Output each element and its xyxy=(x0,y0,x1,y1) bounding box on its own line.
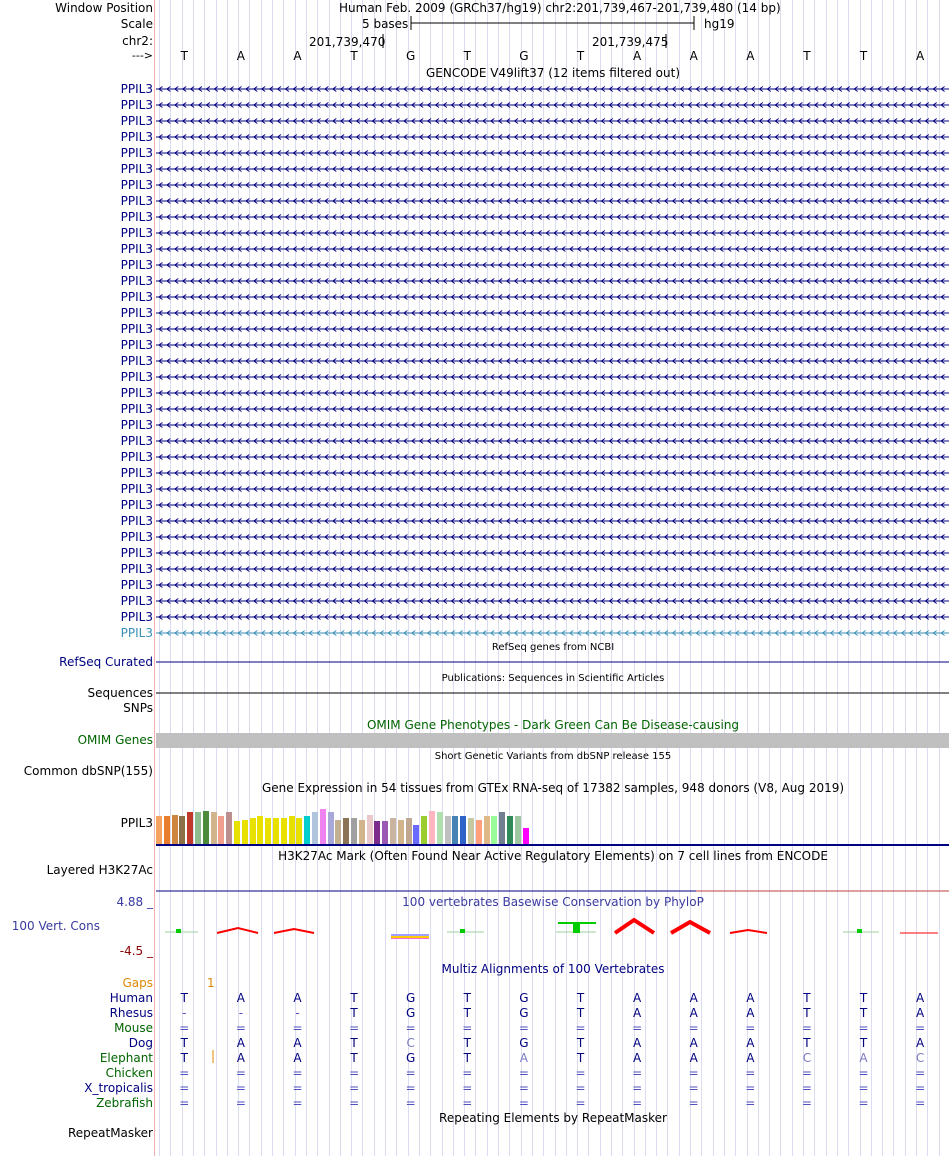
multiz-base: = xyxy=(688,1066,699,1080)
multiz-base: C xyxy=(915,1051,925,1065)
gencode-transcript-label[interactable]: PPIL3 xyxy=(120,258,153,272)
multiz-base: = xyxy=(688,1081,699,1095)
multiz-base: = xyxy=(179,1096,190,1110)
sequences-track-label[interactable]: Sequences xyxy=(87,686,153,700)
multiz-base: A xyxy=(746,1051,755,1065)
multiz-base: = xyxy=(292,1081,303,1095)
multiz-base: A xyxy=(915,991,925,1005)
multiz-base: A xyxy=(689,1006,698,1020)
multiz-base: T xyxy=(859,991,868,1005)
multiz-base: = xyxy=(801,1021,812,1035)
multiz-base: = xyxy=(518,1081,529,1095)
multiz-base: T xyxy=(576,1006,585,1020)
multiz-base: T xyxy=(463,1006,471,1020)
multiz-base: = xyxy=(349,1096,360,1110)
multiz-base: A xyxy=(859,1051,868,1065)
repeatmasker-track-title: Repeating Elements by RepeatMasker xyxy=(439,1111,667,1125)
gencode-transcript-label[interactable]: PPIL3 xyxy=(120,194,153,208)
multiz-base: = xyxy=(518,1066,529,1080)
multiz-base: = xyxy=(632,1066,643,1080)
chrom-label: chr2: xyxy=(122,34,153,48)
multiz-base: - xyxy=(295,1006,300,1020)
multiz-base: = xyxy=(745,1021,756,1035)
coord-tick-1: 201,739,470 xyxy=(309,35,386,49)
sequence-base: T xyxy=(180,49,188,63)
multiz-base: = xyxy=(462,1081,473,1095)
multiz-base: T xyxy=(463,1036,471,1050)
gencode-transcript-label[interactable]: PPIL3 xyxy=(120,274,153,288)
multiz-base: = xyxy=(858,1021,869,1035)
sequence-base: T xyxy=(463,49,471,63)
gencode-transcript-label[interactable]: PPIL3 xyxy=(120,402,153,416)
multiz-base: = xyxy=(235,1096,246,1110)
sequence-base: T xyxy=(576,49,585,63)
multiz-species-label[interactable]: X_tropicalis xyxy=(84,1081,153,1095)
gencode-transcript-label[interactable]: PPIL3 xyxy=(120,338,153,352)
multiz-base: A xyxy=(746,1006,755,1020)
multiz-base: = xyxy=(235,1021,246,1035)
multiz-base: C xyxy=(406,1036,415,1050)
gencode-transcript-label[interactable]: PPIL3 xyxy=(120,322,153,336)
gencode-transcript-label[interactable]: PPIL3 xyxy=(120,354,153,368)
multiz-species-label[interactable]: Human xyxy=(109,991,153,1005)
snps-track-label[interactable]: SNPs xyxy=(123,701,153,715)
sequence-base: T xyxy=(803,49,811,63)
multiz-base: T xyxy=(350,1036,358,1050)
gencode-transcript-label[interactable]: PPIL3 xyxy=(120,594,153,608)
multiz-base: A xyxy=(236,1036,245,1050)
multiz-base: T xyxy=(180,1036,188,1050)
repeatmasker-track-label[interactable]: RepeatMasker xyxy=(67,1126,153,1140)
gencode-transcript-label[interactable]: PPIL3 xyxy=(120,482,153,496)
gencode-transcript-label[interactable]: PPIL3 xyxy=(120,178,153,192)
multiz-base: A xyxy=(689,1051,698,1065)
multiz-base: T xyxy=(350,1051,358,1065)
multiz-base: T xyxy=(463,991,471,1005)
multiz-base: A xyxy=(293,991,302,1005)
multiz-base: = xyxy=(405,1066,416,1080)
multiz-base: = xyxy=(632,1081,643,1095)
multiz-base: T xyxy=(803,1036,811,1050)
multiz-base: G xyxy=(519,1006,529,1020)
multiz-base: A xyxy=(236,991,245,1005)
multiz-base: = xyxy=(575,1081,586,1095)
multiz-base: = xyxy=(292,1066,303,1080)
multiz-base: = xyxy=(235,1081,246,1095)
sequence-base: A xyxy=(915,49,925,63)
gencode-transcript-label[interactable]: PPIL3 xyxy=(120,418,153,432)
multiz-base: G xyxy=(406,1006,416,1020)
gencode-transcript-label[interactable]: PPIL3 xyxy=(120,562,153,576)
publications-track-title: Publications: Sequences in Scientific Articles xyxy=(441,673,665,684)
gencode-transcript-label[interactable]: PPIL3 xyxy=(120,130,153,144)
sequence-base: A xyxy=(632,49,642,63)
gencode-transcript-label[interactable]: PPIL3 xyxy=(120,146,153,160)
multiz-base: = xyxy=(518,1096,529,1110)
multiz-base: = xyxy=(915,1096,926,1110)
multiz-base: A xyxy=(519,1051,528,1065)
multiz-base: A xyxy=(689,991,698,1005)
gencode-transcript-label[interactable]: PPIL3 xyxy=(120,578,153,592)
phylop-ymin: -4.5 _ xyxy=(119,944,153,958)
gencode-transcript-label[interactable]: PPIL3 xyxy=(120,434,153,448)
multiz-base: = xyxy=(575,1066,586,1080)
gencode-transcript-label[interactable]: PPIL3 xyxy=(120,626,153,640)
multiz-base: = xyxy=(179,1021,190,1035)
multiz-base: T xyxy=(350,1006,358,1020)
gtex-track-label[interactable]: PPIL3 xyxy=(120,816,153,830)
h3k27ac-track-title: H3K27Ac Mark (Often Found Near Active Regulatory Elements) on 7 cell lines from ENCODE xyxy=(278,849,828,863)
multiz-base: A xyxy=(293,1036,302,1050)
multiz-base: = xyxy=(405,1081,416,1095)
refseq-track-label[interactable]: RefSeq Curated xyxy=(59,655,153,669)
multiz-base: G xyxy=(406,991,416,1005)
multiz-base: = xyxy=(915,1021,926,1035)
refseq-track-title: RefSeq genes from NCBI xyxy=(491,642,615,653)
multiz-base: = xyxy=(405,1021,416,1035)
gencode-transcript-label[interactable]: PPIL3 xyxy=(120,386,153,400)
multiz-base: = xyxy=(292,1021,303,1035)
gencode-transcript-label[interactable]: PPIL3 xyxy=(120,210,153,224)
multiz-base: = xyxy=(462,1096,473,1110)
gencode-transcript-label[interactable]: PPIL3 xyxy=(120,82,153,96)
multiz-species-label[interactable]: Chicken xyxy=(105,1066,153,1080)
sequence-base: A xyxy=(689,49,698,63)
multiz-base: - xyxy=(182,1006,187,1020)
gaps-mark: 1 xyxy=(207,976,215,990)
multiz-base: = xyxy=(745,1096,756,1110)
multiz-base: T xyxy=(859,1006,868,1020)
multiz-base: T xyxy=(859,1036,868,1050)
multiz-base: = xyxy=(858,1066,869,1080)
multiz-base: A xyxy=(632,991,642,1005)
multiz-base: = xyxy=(858,1081,869,1095)
multiz-base: = xyxy=(745,1066,756,1080)
gencode-transcript-label[interactable]: PPIL3 xyxy=(120,546,153,560)
gencode-transcript-label[interactable]: PPIL3 xyxy=(120,242,153,256)
h3k27ac-track-label[interactable]: Layered H3K27Ac xyxy=(46,863,153,877)
multiz-base: = xyxy=(632,1096,643,1110)
multiz-track-title: Multiz Alignments of 100 Vertebrates xyxy=(441,962,665,976)
multiz-base: A xyxy=(746,1036,755,1050)
gencode-transcript-label[interactable]: PPIL3 xyxy=(120,162,153,176)
multiz-base: = xyxy=(462,1021,473,1035)
gaps-label: Gaps xyxy=(122,976,153,990)
gencode-transcript-label[interactable]: PPIL3 xyxy=(120,466,153,480)
multiz-base: = xyxy=(575,1021,586,1035)
multiz-base: T xyxy=(463,1051,471,1065)
multiz-base: A xyxy=(236,1051,245,1065)
multiz-base: T xyxy=(576,1051,585,1065)
multiz-base: = xyxy=(349,1021,360,1035)
multiz-base: = xyxy=(235,1066,246,1080)
multiz-base: = xyxy=(801,1096,812,1110)
multiz-base: G xyxy=(519,1036,529,1050)
sequence-base: G xyxy=(519,49,529,63)
multiz-base: = xyxy=(179,1066,190,1080)
multiz-base: = xyxy=(575,1096,586,1110)
scale-label: Scale xyxy=(120,17,153,31)
multiz-base: A xyxy=(632,1051,642,1065)
sequence-base: T xyxy=(350,49,358,63)
multiz-base: T xyxy=(803,991,811,1005)
multiz-base: = xyxy=(518,1021,529,1035)
multiz-base: A xyxy=(632,1036,642,1050)
phylop-track-label[interactable]: 100 Vert. Cons xyxy=(11,919,100,933)
multiz-base: T xyxy=(350,991,358,1005)
dbsnp-track-label[interactable]: Common dbSNP(155) xyxy=(23,764,153,778)
multiz-species-label[interactable]: Rhesus xyxy=(109,1006,153,1020)
multiz-base: A xyxy=(632,1006,642,1020)
strand-label: ---> xyxy=(131,49,153,62)
multiz-base: = xyxy=(745,1081,756,1095)
multiz-base: A xyxy=(915,1006,925,1020)
coord-tick-2: 201,739,475 xyxy=(592,35,669,49)
multiz-base: = xyxy=(349,1066,360,1080)
multiz-base: T xyxy=(180,991,188,1005)
gencode-transcript-label[interactable]: PPIL3 xyxy=(120,498,153,512)
gencode-transcript-label[interactable]: PPIL3 xyxy=(120,290,153,304)
gencode-transcript-label[interactable]: PPIL3 xyxy=(120,450,153,464)
multiz-base: G xyxy=(519,991,529,1005)
phylop-track-title: 100 vertebrates Basewise Conservation by PhyloP xyxy=(402,895,704,909)
gtex-track-title: Gene Expression in 54 tissues from GTEx RNA-seq of 17382 samples, 948 donors (V8, Aug 2019) xyxy=(261,781,845,795)
omim-track-title: OMIM Gene Phenotypes - Dark Green Can Be Disease-causing xyxy=(366,718,740,732)
gencode-transcript-label[interactable]: PPIL3 xyxy=(120,514,153,528)
multiz-base: C xyxy=(802,1051,812,1065)
multiz-base: = xyxy=(462,1066,473,1080)
multiz-base: A xyxy=(293,1051,302,1065)
multiz-species-label[interactable]: Elephant xyxy=(99,1051,153,1065)
multiz-base: A xyxy=(689,1036,698,1050)
sequence-base: A xyxy=(746,49,755,63)
multiz-base: = xyxy=(688,1021,699,1035)
multiz-base: T xyxy=(576,1036,585,1050)
gencode-transcript-label[interactable]: PPIL3 xyxy=(120,370,153,384)
sequence-base: A xyxy=(236,49,245,63)
sequence-base: G xyxy=(406,49,416,63)
gencode-transcript-label[interactable]: PPIL3 xyxy=(120,306,153,320)
multiz-base: = xyxy=(688,1096,699,1110)
multiz-base: = xyxy=(292,1096,303,1110)
scale-bases-text: 5 bases xyxy=(362,17,409,31)
multiz-base: = xyxy=(915,1081,926,1095)
multiz-base: = xyxy=(801,1066,812,1080)
multiz-base: = xyxy=(349,1081,360,1095)
multiz-base: = xyxy=(405,1096,416,1110)
multiz-base: G xyxy=(406,1051,416,1065)
sequence-base: T xyxy=(859,49,868,63)
gencode-transcript-label[interactable]: PPIL3 xyxy=(120,98,153,112)
omim-track-label[interactable]: OMIM Genes xyxy=(77,733,153,747)
assembly-position-text: Human Feb. 2009 (GRCh37/hg19) chr2:201,739,467-201,739,480 (14 bp) xyxy=(339,1,781,15)
window-position-label: Window Position xyxy=(55,1,153,15)
multiz-base: T xyxy=(803,1006,811,1020)
gencode-transcript-label[interactable]: PPIL3 xyxy=(120,226,153,240)
multiz-base: T xyxy=(576,991,585,1005)
multiz-base: A xyxy=(915,1036,925,1050)
multiz-base: A xyxy=(746,991,755,1005)
scale-db-text: hg19 xyxy=(704,17,735,31)
sequence-base: A xyxy=(293,49,302,63)
multiz-species-label[interactable]: Zebrafish xyxy=(96,1096,153,1110)
multiz-base: = xyxy=(858,1096,869,1110)
gencode-transcript-label[interactable]: PPIL3 xyxy=(120,530,153,544)
gencode-track-title: GENCODE V49lift37 (12 items filtered out) xyxy=(425,66,680,80)
dbsnp-track-title: Short Genetic Variants from dbSNP release 155 xyxy=(434,751,672,762)
multiz-base: T xyxy=(180,1051,188,1065)
multiz-base: = xyxy=(179,1081,190,1095)
multiz-base: = xyxy=(915,1066,926,1080)
multiz-species-label[interactable]: Dog xyxy=(128,1036,153,1050)
multiz-base: = xyxy=(632,1021,643,1035)
multiz-species-label[interactable]: Mouse xyxy=(114,1021,153,1035)
gencode-transcript-label[interactable]: PPIL3 xyxy=(120,114,153,128)
multiz-base: - xyxy=(238,1006,244,1020)
multiz-base: = xyxy=(801,1081,812,1095)
gencode-transcript-label[interactable]: PPIL3 xyxy=(120,610,153,624)
phylop-ymax: 4.88 _ xyxy=(116,895,153,909)
